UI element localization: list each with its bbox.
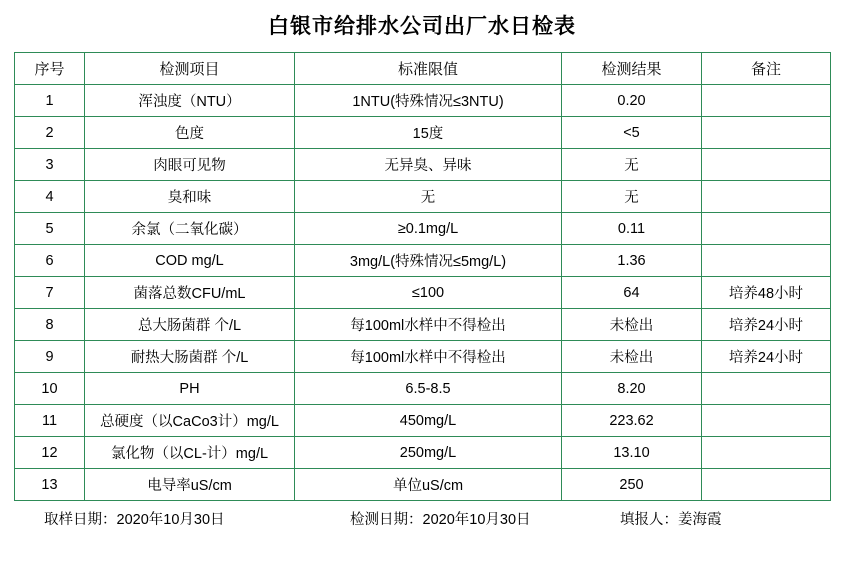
table-row (15, 181, 831, 213)
cell-no: 10 (15, 373, 85, 405)
column-header-item: 检测项目 (85, 53, 295, 85)
cell-note: 培养24小时 (702, 341, 831, 373)
cell-no: 9 (15, 341, 85, 373)
filler-name-label: 填报人：姜海霞 (620, 512, 722, 528)
cell-note (702, 117, 831, 149)
cell-item: COD mg/L (85, 245, 295, 277)
column-header-no: 序号 (15, 53, 85, 85)
cell-result: 64 (562, 277, 702, 309)
table-row (15, 213, 831, 245)
table-row (15, 469, 831, 501)
cell-result: 13.10 (562, 437, 702, 469)
cell-no: 7 (15, 277, 85, 309)
cell-item: 氯化物（以CL-计）mg/L (85, 437, 295, 469)
cell-result: 1.36 (562, 245, 702, 277)
cell-note: 培养24小时 (702, 309, 831, 341)
cell-result: 无 (562, 149, 702, 181)
table-row (15, 149, 831, 181)
cell-item: 浑浊度（NTU） (85, 85, 295, 117)
cell-no: 11 (15, 405, 85, 437)
cell-no: 4 (15, 181, 85, 213)
cell-result: 250 (562, 469, 702, 501)
table-body (15, 85, 831, 501)
table-header (15, 53, 831, 85)
water-quality-table (14, 52, 831, 501)
cell-item: 总硬度（以CaCo3计）mg/L (85, 405, 295, 437)
table-row (15, 405, 831, 437)
column-header-result: 检测结果 (562, 53, 702, 85)
cell-no: 2 (15, 117, 85, 149)
column-header-limit: 标准限值 (295, 53, 562, 85)
cell-note (702, 181, 831, 213)
cell-limit: 无 (295, 181, 562, 213)
table-row (15, 245, 831, 277)
cell-item: 耐热大肠菌群 个/L (85, 341, 295, 373)
cell-limit: 450mg/L (295, 405, 562, 437)
cell-limit: 3mg/L(特殊情况≤5mg/L) (295, 245, 562, 277)
cell-limit: 每100ml水样中不得检出 (295, 341, 562, 373)
cell-no: 12 (15, 437, 85, 469)
cell-item: 臭和味 (85, 181, 295, 213)
cell-result: 0.20 (562, 85, 702, 117)
cell-no: 6 (15, 245, 85, 277)
table-header-row (15, 53, 831, 85)
cell-limit: 250mg/L (295, 437, 562, 469)
cell-note (702, 85, 831, 117)
cell-limit: 单位uS/cm (295, 469, 562, 501)
cell-result: <5 (562, 117, 702, 149)
cell-result: 223.62 (562, 405, 702, 437)
table-row (15, 85, 831, 117)
cell-result: 无 (562, 181, 702, 213)
sample-date-label: 取样日期：2020年10月30日 (44, 512, 225, 528)
test-date-label: 检测日期：2020年10月30日 (350, 512, 531, 528)
cell-limit: 1NTU(特殊情况≤3NTU) (295, 85, 562, 117)
cell-item: 余氯（二氧化碳） (85, 213, 295, 245)
cell-item: 电导率uS/cm (85, 469, 295, 501)
cell-no: 3 (15, 149, 85, 181)
report-page (0, 10, 844, 577)
cell-limit: 15度 (295, 117, 562, 149)
cell-note (702, 213, 831, 245)
cell-no: 8 (15, 309, 85, 341)
cell-no: 13 (15, 469, 85, 501)
cell-note (702, 437, 831, 469)
table-row (15, 277, 831, 309)
cell-no: 1 (15, 85, 85, 117)
cell-note (702, 149, 831, 181)
cell-result: 0.11 (562, 213, 702, 245)
cell-note: 培养48小时 (702, 277, 831, 309)
cell-item: 色度 (85, 117, 295, 149)
column-header-note: 备注 (702, 53, 831, 85)
cell-limit: 每100ml水样中不得检出 (295, 309, 562, 341)
cell-limit: 6.5-8.5 (295, 373, 562, 405)
cell-no: 5 (15, 213, 85, 245)
cell-limit: ≤100 (295, 277, 562, 309)
cell-result: 未检出 (562, 309, 702, 341)
table-row (15, 373, 831, 405)
footer (0, 507, 844, 533)
cell-note (702, 469, 831, 501)
cell-result: 8.20 (562, 373, 702, 405)
cell-item: 肉眼可见物 (85, 149, 295, 181)
table-row (15, 117, 831, 149)
table-row (15, 309, 831, 341)
cell-note (702, 373, 831, 405)
table-container (0, 52, 844, 501)
cell-item: PH (85, 373, 295, 405)
page-title: 白银市给排水公司出厂水日检表 (268, 15, 576, 38)
cell-result: 未检出 (562, 341, 702, 373)
table-row (15, 437, 831, 469)
cell-item: 总大肠菌群 个/L (85, 309, 295, 341)
cell-note (702, 405, 831, 437)
table-row (15, 341, 831, 373)
cell-limit: ≥0.1mg/L (295, 213, 562, 245)
cell-item: 菌落总数CFU/mL (85, 277, 295, 309)
cell-note (702, 245, 831, 277)
cell-limit: 无异臭、异味 (295, 149, 562, 181)
